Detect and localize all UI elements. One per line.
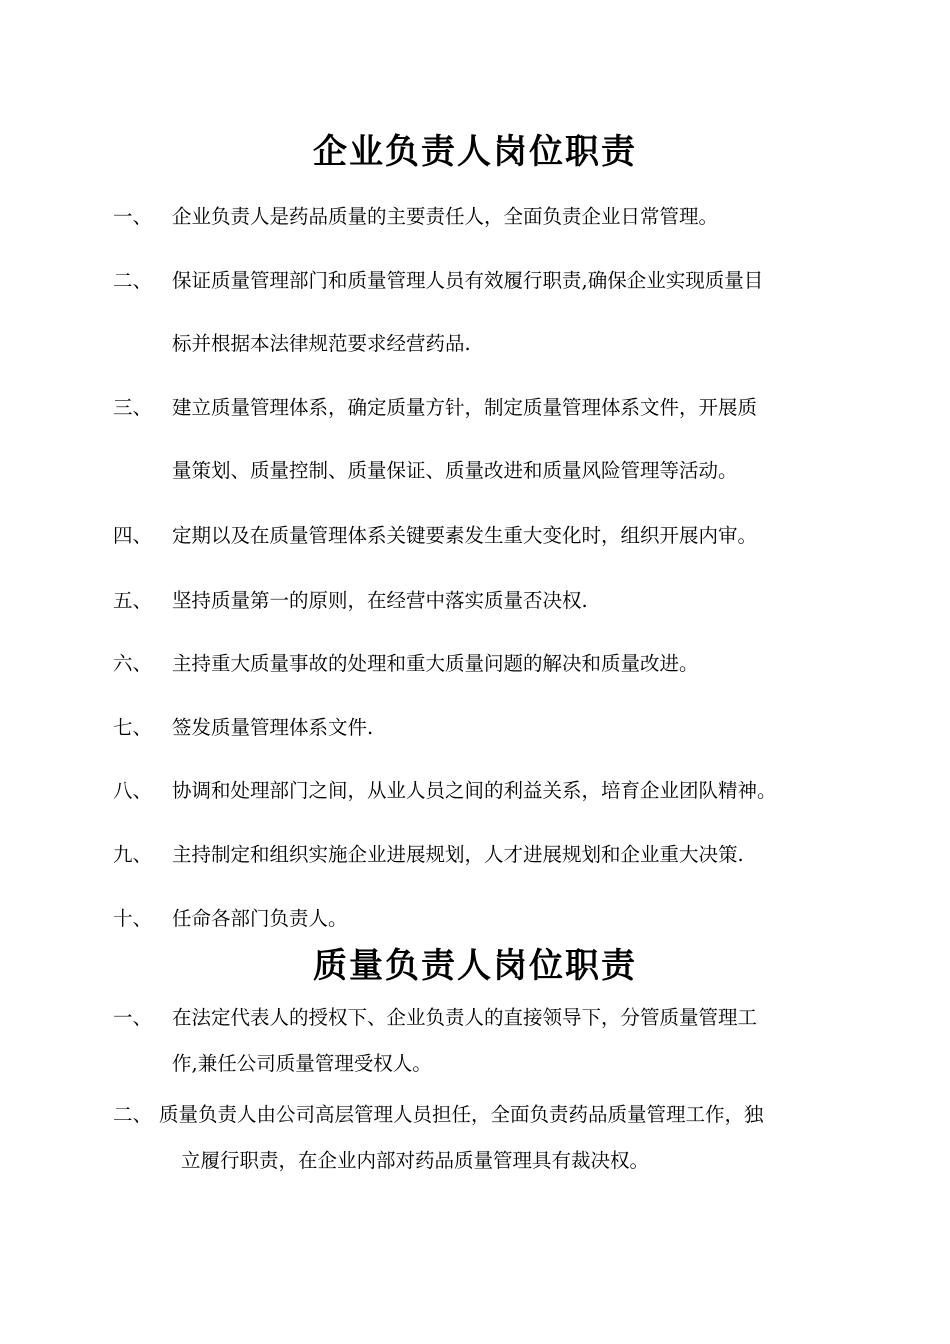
item-text: 坚持质量第一的原则，在经营中落实质量否决权. [172, 589, 588, 612]
item-text: 企业负责人是药品质量的主要责任人，全面负责企业日常管理。 [172, 205, 719, 228]
item-number: 五、 [113, 589, 153, 612]
item-text: 主持制定和组织实施企业进展规划，人才进展规划和企业重大决策. [172, 843, 744, 866]
item-number: 十、 [113, 907, 153, 930]
item-number: 三、 [113, 396, 153, 419]
item-number: 六、 [113, 652, 153, 675]
item-text: 任命各部门负责人。 [172, 907, 348, 930]
item-text: 在法定代表人的授权下、企业负责人的直接领导下，分管质量管理工 [172, 1006, 758, 1029]
item-number: 一、 [113, 1006, 153, 1029]
item-text: 质量负责人由公司高层管理人员担任，全面负责药品质量管理工作，独 [159, 1103, 764, 1126]
item-text: 定期以及在质量管理体系关键要素发生重大变化时，组织开展内审。 [172, 524, 758, 547]
item-number: 二、 [113, 1103, 153, 1126]
item-number: 四、 [113, 524, 153, 547]
section-1-title: 企业负责人岗位职责 [313, 132, 637, 172]
item-text-continued: 量策划、质量控制、质量保证、质量改进和质量风险管理等活动。 [172, 459, 738, 482]
item-text: 建立质量管理体系，确定质量方针，制定质量管理体系文件，开展质 [172, 396, 758, 419]
item-number: 一、 [113, 205, 153, 228]
item-number: 八、 [113, 779, 153, 802]
item-text: 签发质量管理体系文件. [172, 716, 374, 739]
item-text-continued: 作,兼任公司质量管理受权人。 [172, 1052, 432, 1075]
item-number: 二、 [113, 269, 153, 292]
item-text-continued: 立履行职责，在企业内部对药品质量管理具有裁决权。 [181, 1149, 650, 1172]
section-2-title: 质量负责人岗位职责 [313, 946, 637, 986]
item-text: 协调和处理部门之间，从业人员之间的利益关系，培育企业团队精神。 [172, 779, 777, 802]
item-number: 九、 [113, 843, 153, 866]
item-number: 七、 [113, 716, 153, 739]
item-text: 保证质量管理部门和质量管理人员有效履行职责,确保企业实现质量目 [172, 269, 764, 292]
item-text-continued: 标并根据本法律规范要求经营药品. [172, 332, 471, 355]
item-text: 主持重大质量事故的处理和重大质量问题的解决和质量改进。 [172, 652, 699, 675]
